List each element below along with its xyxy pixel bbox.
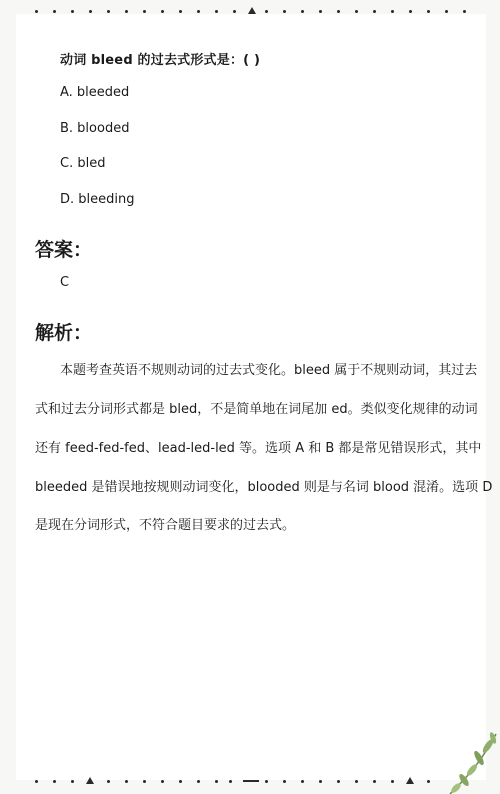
border-dot [301,780,304,783]
answer-value: C [60,275,70,290]
border-dot [265,10,268,13]
border-dot [319,780,322,783]
border-dot [143,10,146,13]
border-dot [89,10,92,13]
border-dot [373,10,376,13]
border-dot [125,780,128,783]
answer-heading: 答案： [35,239,93,261]
border-dot [301,10,304,13]
analysis-line: 是现在分词形式，不符合题目要求的过去式。 [35,518,296,533]
analysis-line: bleeded 是错误地按规则动词变化，blooded 则是与名词 blood 混淆。选项 D [35,480,493,495]
option-c: C. bled [60,156,106,171]
border-dot [35,780,38,783]
leaf-branch-icon [430,724,500,794]
border-dot [71,10,74,13]
border-dot [319,10,322,13]
question-text: 动词 bleed 的过去式形式是：( ) [60,53,261,68]
option-d: D. bleeding [60,192,135,207]
option-a: A. bleeded [60,85,130,100]
border-dot [427,10,430,13]
border-dot [161,10,164,13]
border-dot [391,780,394,783]
border-dot [233,10,236,13]
border-dot [265,780,268,783]
border-dot [229,780,232,783]
border-dot [337,10,340,13]
border-dot [391,10,394,13]
border-dot [373,780,376,783]
border-dot [355,780,358,783]
option-b: B. blooded [60,121,130,136]
border-dot [35,10,38,13]
analysis-line: 式和过去分词形式都是 bled，不是简单地在词尾加 ed。类似变化规律的动词 [35,402,478,417]
border-dot [53,780,56,783]
top-dotted-border [0,6,500,16]
border-dot [197,780,200,783]
border-dot [463,10,466,13]
border-triangle-icon [248,7,256,14]
border-dot [215,780,218,783]
analysis-line: 本题考查英语不规则动词的过去式变化。bleed 属于不规则动词，其过去 [60,363,478,378]
border-triangle-icon [86,777,94,784]
border-dot [355,10,358,13]
border-dot [197,10,200,13]
border-dot [283,10,286,13]
border-dot [107,780,110,783]
border-dot [143,780,146,783]
border-dot [125,10,128,13]
border-dot [283,780,286,783]
border-dot [409,10,412,13]
analysis-line: 还有 feed-fed-fed、lead-led-led 等。选项 A 和 B 都是常见错误形式，其中 [35,441,482,456]
border-triangle-icon [406,777,414,784]
border-dot [445,10,448,13]
border-dash [243,780,259,782]
bottom-dotted-border [0,776,500,786]
border-dot [71,780,74,783]
analysis-heading: 解析： [35,322,93,344]
border-dot [53,10,56,13]
border-dot [179,10,182,13]
border-dot [161,780,164,783]
border-dot [107,10,110,13]
border-dot [179,780,182,783]
border-dot [215,10,218,13]
border-dot [337,780,340,783]
